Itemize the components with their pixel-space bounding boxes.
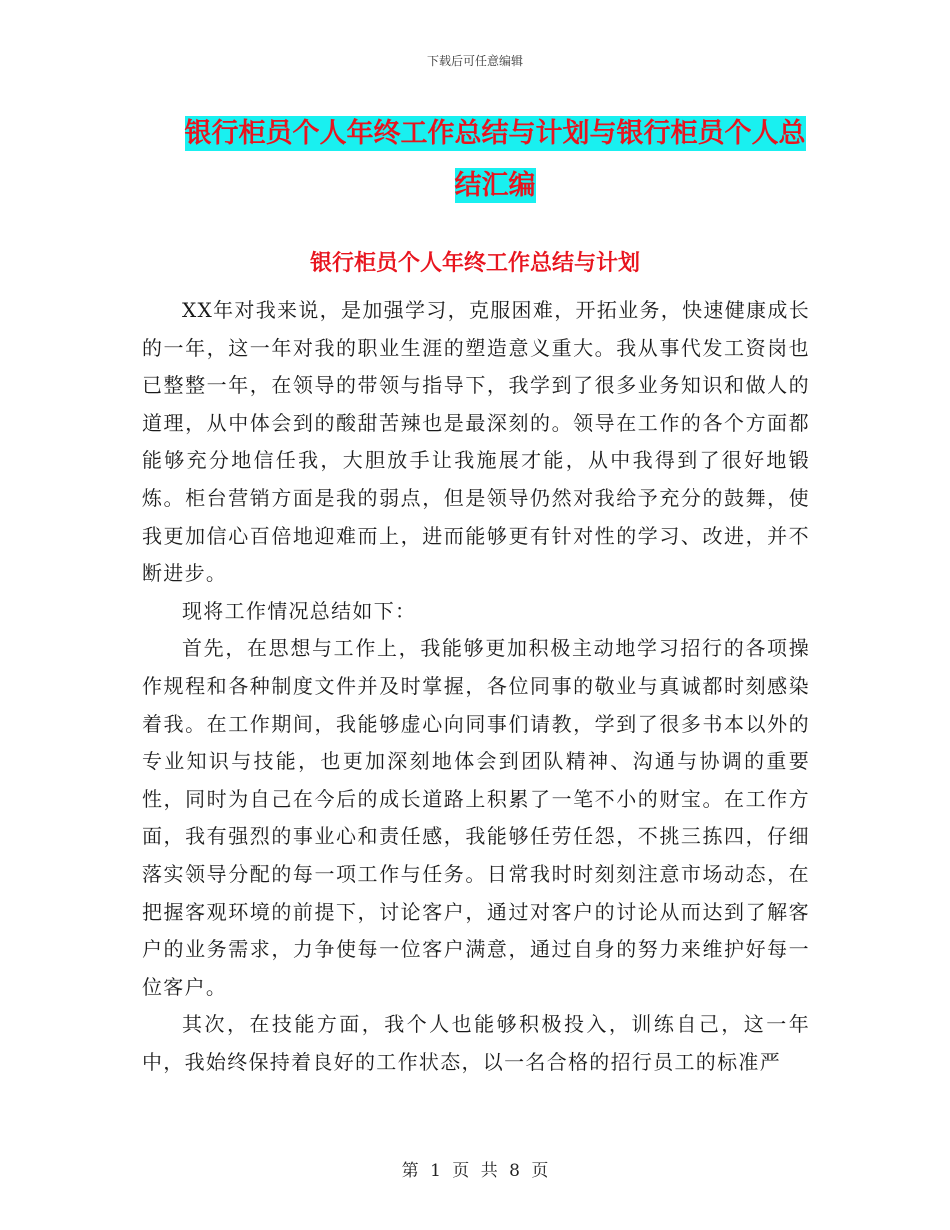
paragraph: 首先，在思想与工作上，我能够更加积极主动地学习招行的各项操作规程和各种制度文件并及时掌握，各位同事的敬业与真诚都时刻感染着我。在工作期间，我能够虚心向同事们请教，学到了很多书本以外的专业知识与技能，也更加深刻地体会到团队精神、沟通与协调的重要性，同时为自己在今后的成长道路上积累了一笔不小的财宝。在工作方面，我有强烈的事业心和责任感，我能够任劳任怨，不挑三拣四，仔细落实领导分配的每一项工作与任务。日常我时时刻刻注意市场动态，在把握客观环境的前提下，讨论客户，通过对客户的讨论从而达到了解客户的业务需求，力争使每一位客户满意，通过自身的努力来维护好每一位客户。 <box>142 636 810 999</box>
paragraph: 其次，在技能方面，我个人也能够积极投入，训练自己，这一年中，我始终保持着良好的工作状态，以一名合格的招行员工的标准严 <box>142 1012 810 1074</box>
page-footer: 第 1 页 共 8 页 <box>401 1161 549 1181</box>
header-note: 下载后可任意编辑 <box>426 54 523 68</box>
body-text <box>142 292 810 1081</box>
section-title: 银行柜员个人年终工作总结与计划 <box>309 250 640 276</box>
paragraph: XX年对我来说，是加强学习，克服困难，开拓业务，快速健康成长的一年，这一年对我的职业生涯的塑造意义重大。我从事代发工资岗也已整整一年，在领导的带领与指导下，我学到了很多业务知识和做人的道理，从中体会到的酸甜苦辣也是最深刻的。领导在工作的各个方面都能够充分地信任我，大胆放手让我施展才能，从中我得到了很好地锻炼。柜台营销方面是我的弱点，但是领导仍然对我给予充分的鼓舞，使我更加信心百倍地迎难而上，进而能够更有针对性的学习、改进，并不断进步。 <box>142 298 810 586</box>
document-title <box>145 108 845 212</box>
document-title-line1: 银行柜员个人年终工作总结与计划与银行柜员个人总 <box>184 118 806 149</box>
paragraph: 现将工作情况总结如下： <box>182 598 417 623</box>
document-title-line2: 结汇编 <box>454 170 536 201</box>
